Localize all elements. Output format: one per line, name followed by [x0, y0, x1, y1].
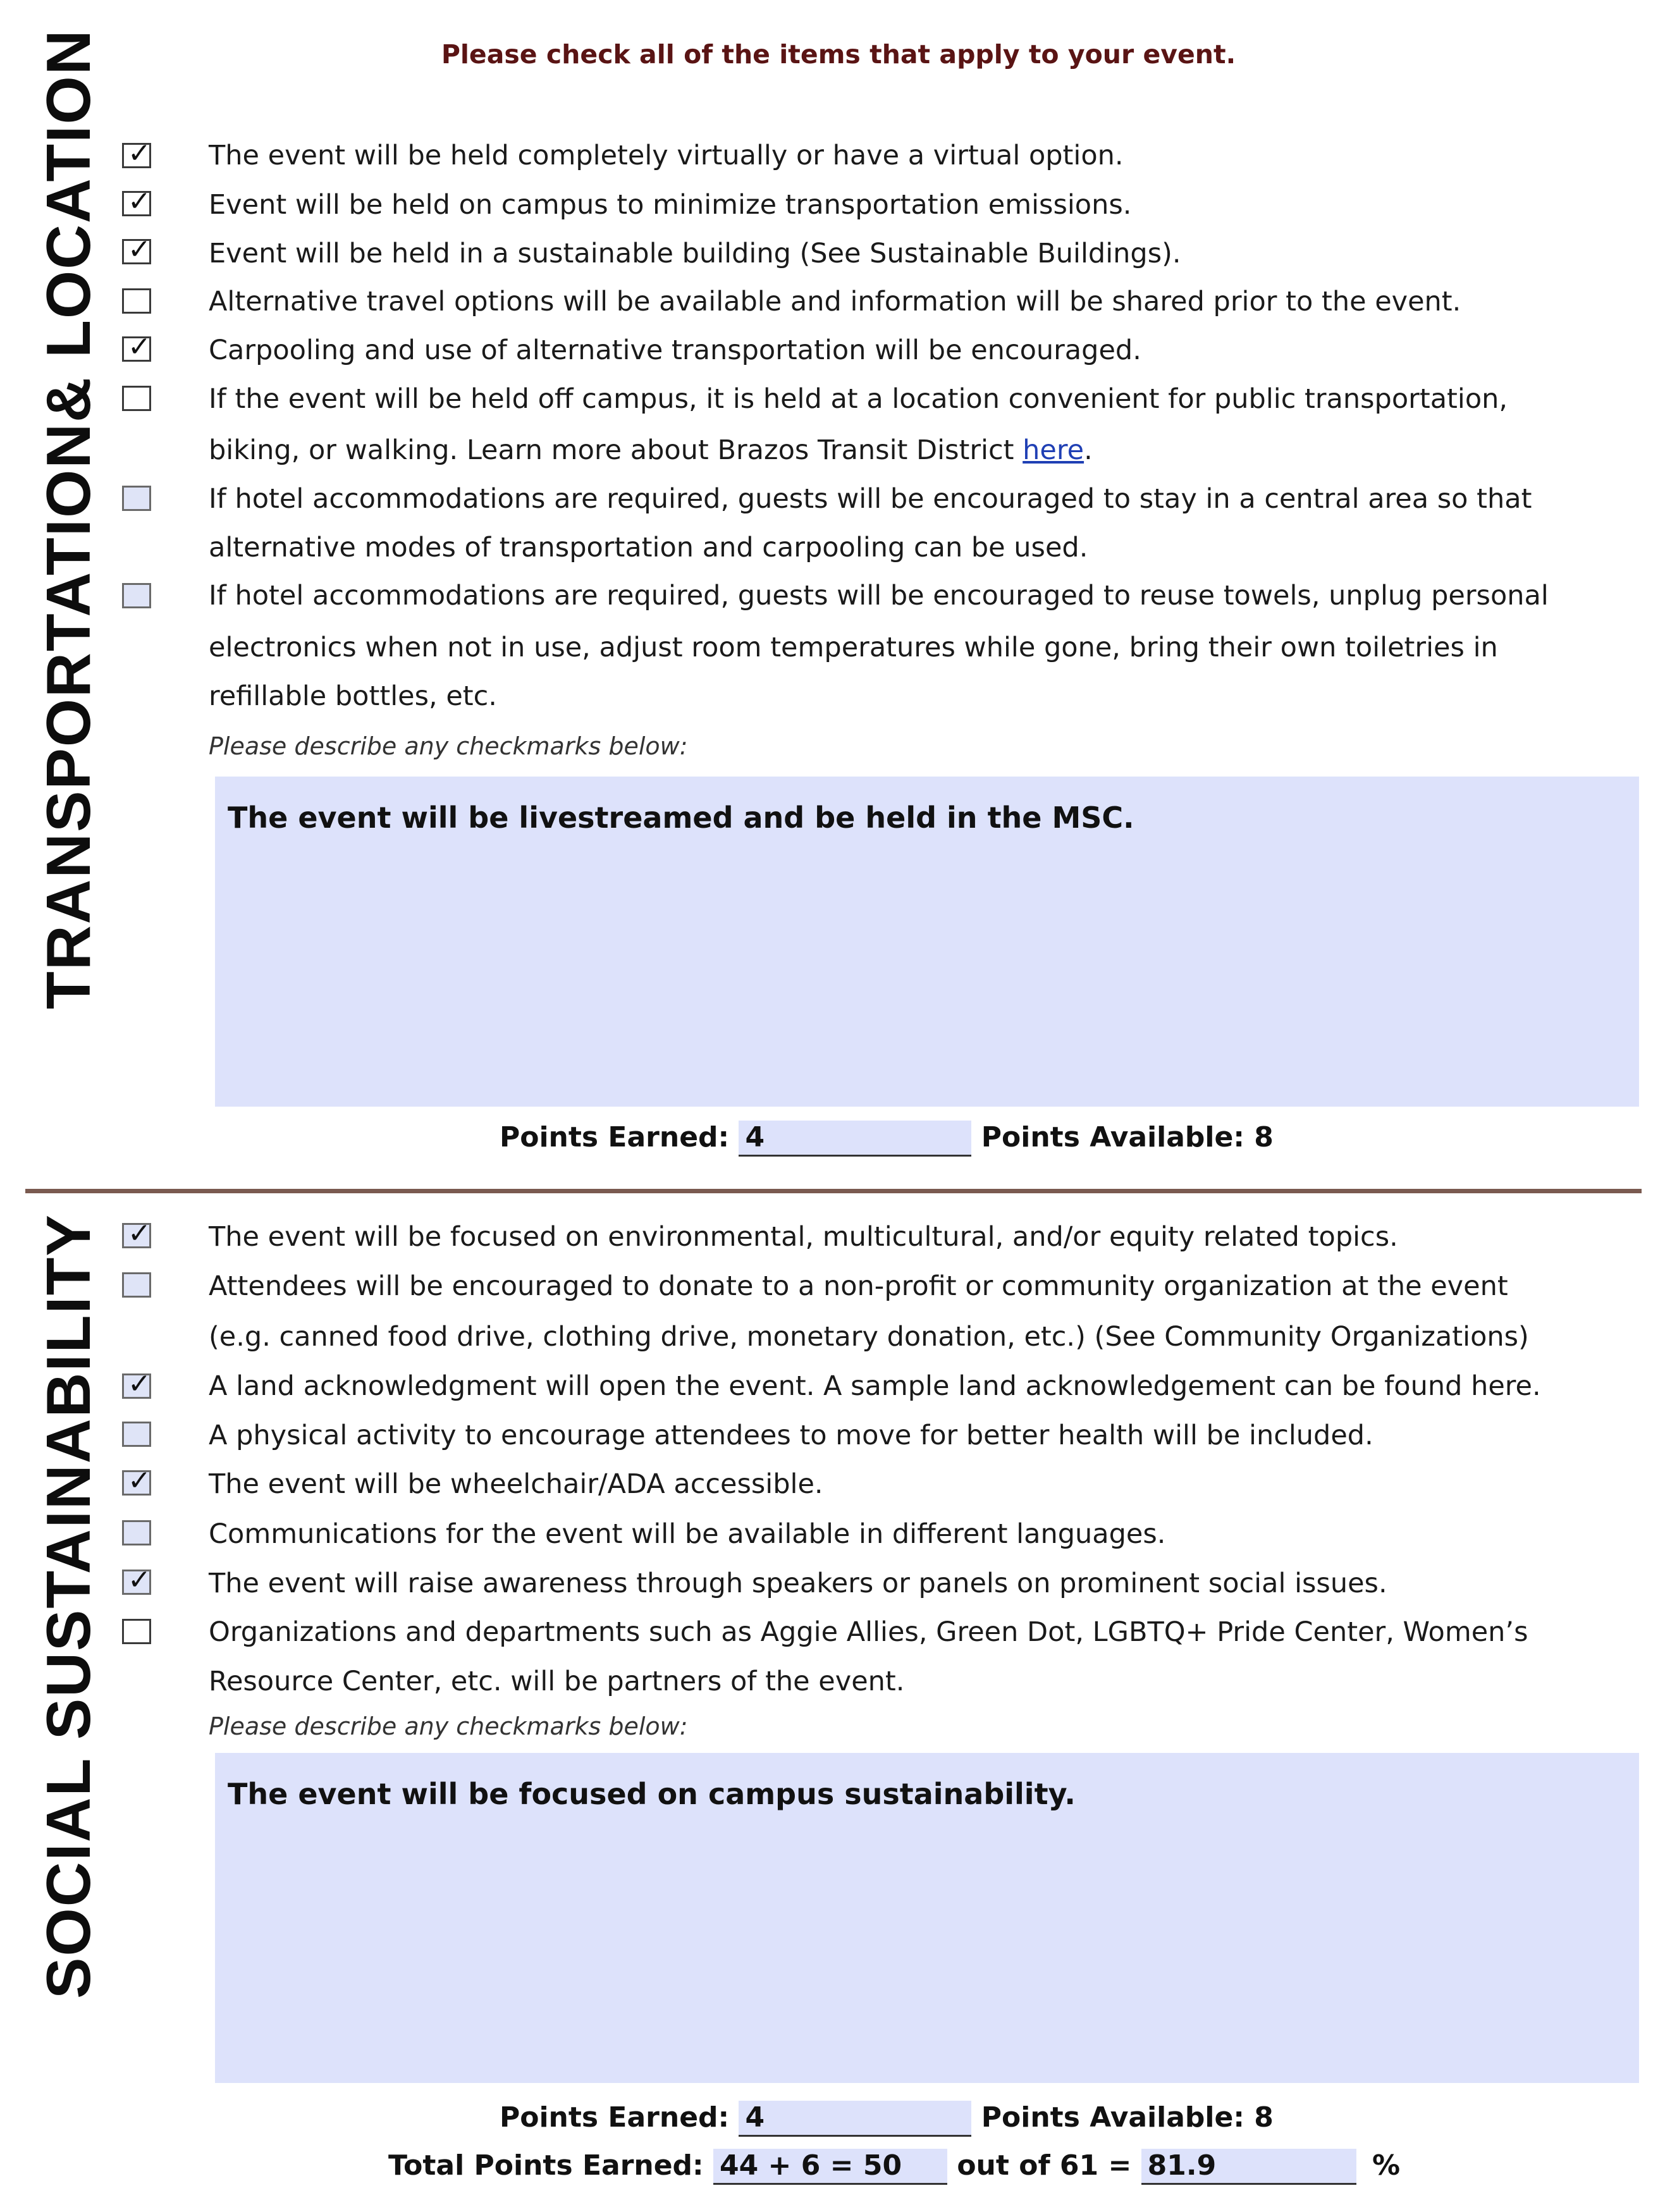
item-partners-line2: Resource Center, etc. will be partners of the event. — [209, 1666, 905, 1697]
item-awareness: The event will raise awareness through speakers or panels on prominent social issues. — [209, 1568, 1387, 1599]
item-on-campus: Event will be held on campus to minimize transportation emissions. — [209, 189, 1132, 221]
describe-label: Please describe any checkmarks below: — [209, 732, 688, 760]
checkmark-icon: ✓ — [128, 1217, 151, 1250]
item-carpooling: Carpooling and use of alternative transportation will be encouraged. — [209, 335, 1141, 366]
item-alternative-travel: Alternative travel options will be available and information will be shared prior to the event. — [209, 286, 1461, 317]
out-of-label: out of 61 = — [957, 2149, 1132, 2182]
item-wheelchair: The event will be wheelchair/ADA accessible. — [209, 1468, 823, 1500]
checkbox-languages[interactable] — [122, 1520, 151, 1545]
describe-label: Please describe any checkmarks below: — [209, 1712, 688, 1740]
checkmark-icon: ✓ — [128, 1368, 151, 1400]
points-earned-label: Points Earned: — [500, 1121, 730, 1153]
checkbox-land-acknowledgment[interactable] — [122, 1368, 151, 1400]
item-physical-activity: A physical activity to encourage attendees to move for better health will be included. — [209, 1420, 1373, 1451]
checkmark-icon: ✓ — [128, 1465, 151, 1497]
item-off-campus-text: biking, or walking. Learn more about Brazos Transit District — [209, 434, 1023, 466]
points-available: Points Available: 8 — [981, 2101, 1274, 2134]
item-off-campus-line1: If the event will be held off campus, it is held at a location convenient for public transportation, — [209, 383, 1508, 415]
checkbox-focused-topics[interactable] — [122, 1217, 151, 1250]
item-partners-line1: Organizations and departments such as Aggie Allies, Green Dot, LGBTQ+ Pride Center, Women’s — [209, 1616, 1528, 1648]
item-focused-topics: The event will be focused on environmental, multicultural, and/or equity related topics. — [209, 1221, 1398, 1253]
checkbox-hotel-central[interactable] — [122, 486, 151, 511]
checkbox-virtual[interactable] — [122, 137, 151, 169]
item-sustainable-building: Event will be held in a sustainable building (See Sustainable Buildings). — [209, 238, 1181, 269]
checkbox-hotel-reuse[interactable] — [122, 583, 151, 608]
item-off-campus-line2: biking, or walking. Learn more about Brazos Transit District here. — [209, 434, 1093, 466]
item-virtual: The event will be held completely virtually or have a virtual option. — [209, 140, 1124, 171]
item-hotel-reuse-line1: If hotel accommodations are required, guests will be encouraged to reuse towels, unplug personal — [209, 580, 1549, 611]
item-land-acknowledgment: A land acknowledgment will open the event. A sample land acknowledgement can be found here. — [209, 1370, 1541, 1402]
item-donate-line2: (e.g. canned food drive, clothing drive, monetary donation, etc.) (See Community Organizations) — [209, 1321, 1529, 1353]
total-row — [388, 2149, 1400, 2185]
checkmark-icon: ✓ — [128, 185, 151, 218]
checkbox-off-campus[interactable] — [122, 386, 151, 411]
total-points-field[interactable]: 44 + 6 = 50 — [713, 2149, 947, 2185]
checkbox-donate[interactable] — [122, 1272, 151, 1298]
description-field-social[interactable]: The event will be focused on campus sustainability. — [215, 1753, 1639, 2083]
item-languages: Communications for the event will be available in different languages. — [209, 1518, 1166, 1550]
points-earned-field[interactable]: 4 — [739, 2101, 971, 2137]
item-hotel-central-line1: If hotel accommodations are required, guests will be encouraged to stay in a central area so that — [209, 483, 1532, 515]
item-hotel-central-line2: alternative modes of transportation and carpooling can be used. — [209, 532, 1088, 563]
item-hotel-reuse-line2: electronics when not in use, adjust room temperatures while gone, bring their own toiletries in — [209, 632, 1498, 663]
checkbox-alternative-travel[interactable] — [122, 288, 151, 314]
points-earned-field[interactable]: 4 — [739, 1121, 971, 1157]
section-title-transportation: TRANSPORTATION& LOCATION — [34, 28, 103, 1009]
description-field-transportation[interactable]: The event will be livestreamed and be held in the MSC. — [215, 777, 1639, 1107]
total-points-label: Total Points Earned: — [388, 2149, 704, 2182]
percent-field[interactable]: 81.9 — [1141, 2149, 1356, 2185]
checkbox-carpooling[interactable] — [122, 331, 151, 363]
checkbox-on-campus[interactable] — [122, 185, 151, 218]
checkmark-icon: ✓ — [128, 233, 151, 266]
points-available: Points Available: 8 — [981, 1121, 1274, 1153]
item-donate-line1: Attendees will be encouraged to donate to a non-profit or community organization at the event — [209, 1270, 1508, 1302]
section-title-social: SOCIAL SUSTAINABILITY — [34, 1214, 103, 1999]
section-divider — [25, 1189, 1642, 1193]
checkmark-icon: ✓ — [128, 1564, 151, 1596]
item-hotel-reuse-line3: refillable bottles, etc. — [209, 680, 497, 712]
percent-sign: % — [1372, 2149, 1401, 2182]
checkmark-icon: ✓ — [128, 137, 151, 169]
points-earned-label: Points Earned: — [500, 2101, 730, 2134]
points-row-social — [500, 2101, 1274, 2137]
checkbox-partners[interactable] — [122, 1619, 151, 1644]
checkbox-physical-activity[interactable] — [122, 1422, 151, 1447]
checkmark-icon: ✓ — [128, 331, 151, 363]
checkbox-sustainable-building[interactable] — [122, 233, 151, 266]
checkbox-wheelchair[interactable] — [122, 1465, 151, 1497]
brazos-transit-link[interactable]: here — [1023, 434, 1084, 466]
instructions-header: Please check all of the items that apply to your event. — [441, 39, 1236, 70]
checkbox-awareness[interactable] — [122, 1564, 151, 1596]
points-row-transportation — [500, 1121, 1274, 1157]
